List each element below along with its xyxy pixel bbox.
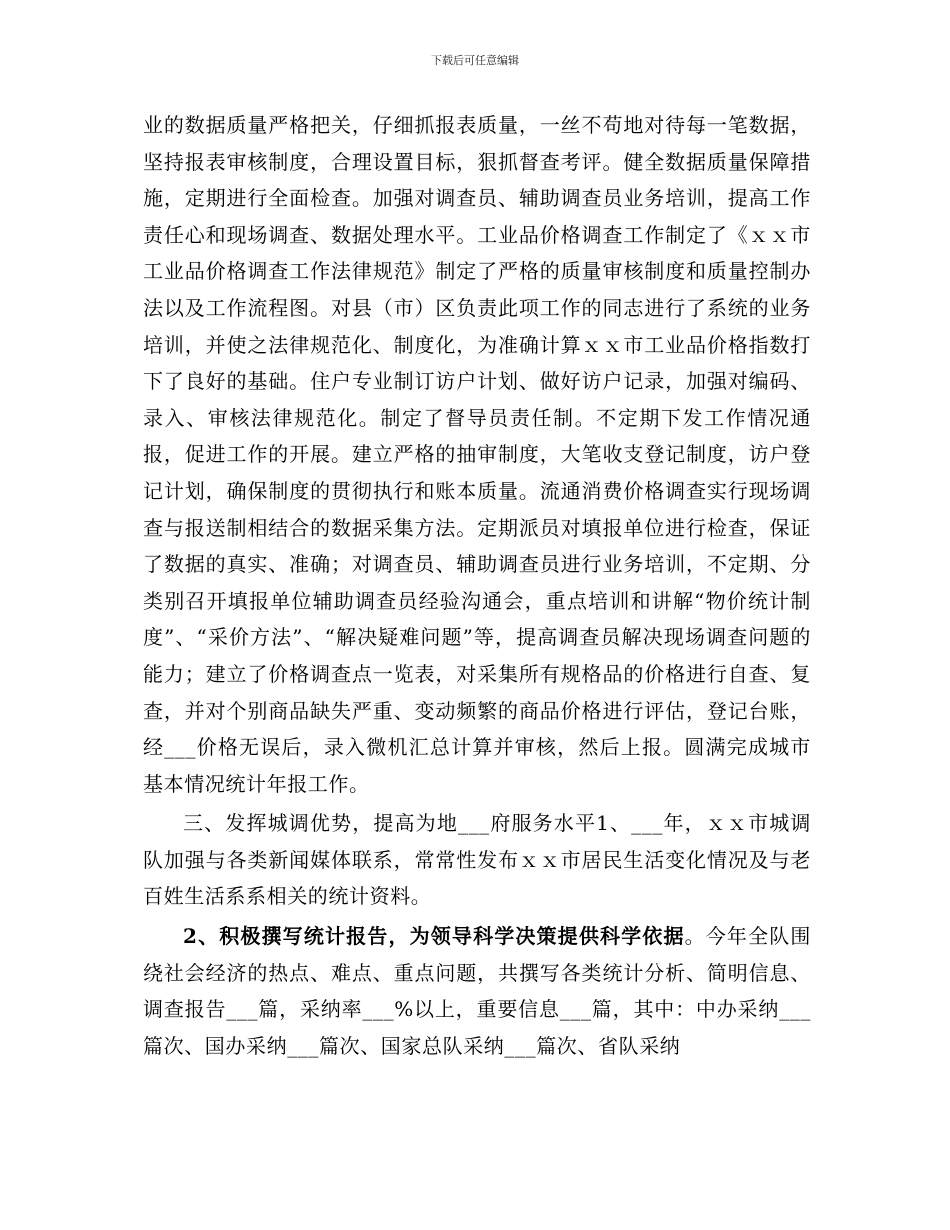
paragraph-section-three: 三、发挥城调优势，提高为地___府服务水平1、___年，ｘｘ市城调队加强与各类新闻媒体联系，常常性发布ｘｘ市居民生活变化情况及与老百姓生活系系相关的统计资料。	[143, 811, 811, 909]
paragraph-data-quality: 业的数据质量严格把关，仔细抓报表质量，一丝不苟地对待每一笔数据，坚持报表审核制度，合理设置目标，狠抓督查考评。健全数据质量保障措施，定期进行全面检查。加强对调查员、辅助调查员业务培训，提高工作责任心和现场调查、数据处理水平。工业品价格调查工作制定了《ｘｘ市工业品价格调查工作法律规范》制定了严格的质量审核制度和质量控制办法以及工作流程图。对县（市）区负责此项工作的同志进行了系统的业务培训，并使之法律规范化、制度化，为准确计算ｘｘ市工业品价格指数打下了良好的基础。住户专业制订访户计划、做好访户记录，加强对编码、录入、审核法律规范化。制定了督导员责任制。不定期下发工作情况通报，促进工作的开展。建立严格的抽审制度，大笔收支登记制度，访户登记计划，确保制度的贯彻执行和账本质量。流通消费价格调查实行现场调查与报送制相结合的数据采集方法。定期派员对填报单位进行检查，保证了数据的真实、准确；对调查员、辅助调查员进行业务培训，不定期、分类别召开填报单位辅助调查员经验沟通会，重点培训和讲解“物价统计制度”、“采价方法”、“解决疑难问题”等，提高调查员解决现场调查问题的能力；建立了价格调查点一览表，对采集所有规格品的价格进行自查、复查，并对个别商品缺失严重、变动频繁的商品价格进行评估，登记台账，经___价格无误后，录入微机汇总计算并审核，然后上报。圆满完成城市基本情况统计年报工作。	[143, 113, 811, 796]
page-header: 下载后可任意编辑	[431, 54, 519, 67]
document-body	[143, 107, 811, 1064]
paragraph-heading: 2、积极撰写统计报告，为领导科学决策提供科学依据	[183, 924, 685, 949]
paragraph-statistical-reports	[143, 918, 811, 1064]
paragraph-body: 。今年全队围绕社会经济的热点、难点、重点问题，共撰写各类统计分析、简明信息、调查报告___篇，采纳率___%以上，重要信息___篇，其中：中办采纳___篇次、国办采纳___篇次、国家总队采纳___篇次、省队采纳	[143, 924, 811, 1058]
